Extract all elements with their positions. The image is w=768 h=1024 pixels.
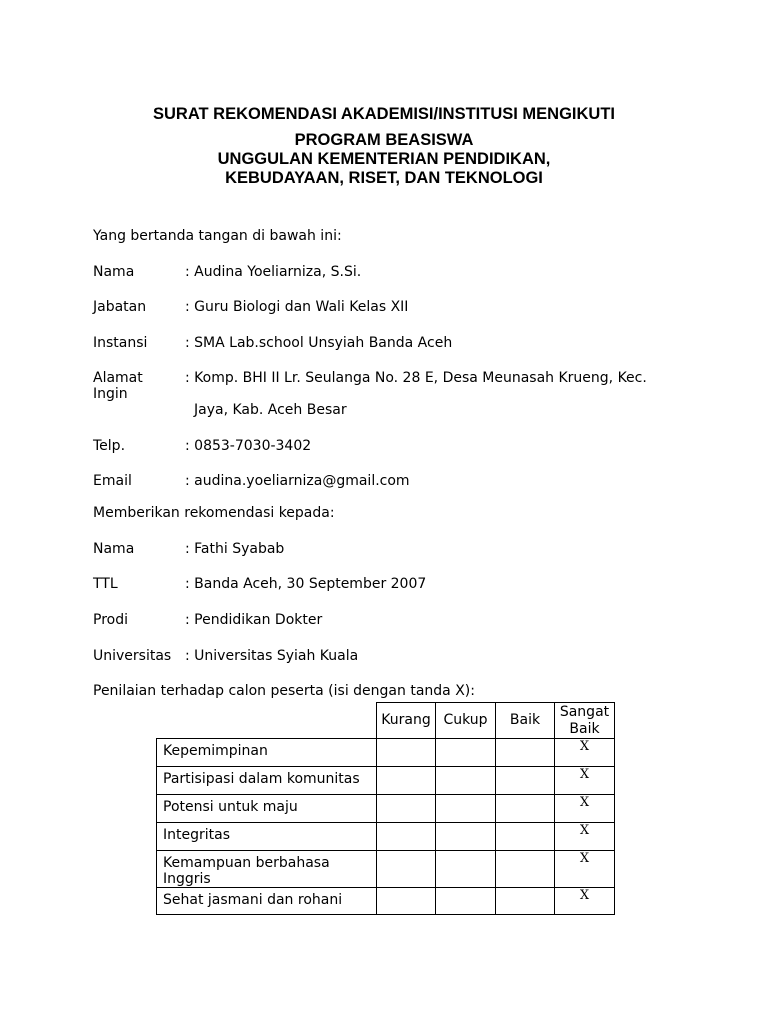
column-header-kurang: Kurang — [377, 703, 436, 739]
criterion-cell: Partisipasi dalam komunitas — [157, 767, 377, 795]
mark-cell-baik — [496, 795, 555, 823]
candidate-ttl-value: : Banda Aceh, 30 September 2007 — [185, 576, 427, 592]
signer-jabatan-label: Jabatan — [93, 299, 147, 315]
mark-cell-sangat-baik: X — [555, 767, 615, 795]
mark-cell-kurang — [377, 851, 436, 888]
candidate-universitas-value: : Universitas Syiah Kuala — [185, 648, 359, 664]
signer-telp-label: Telp. — [93, 438, 126, 454]
intro-text: Yang bertanda tangan di bawah ini: — [93, 228, 342, 244]
signer-jabatan-value: : Guru Biologi dan Wali Kelas XII — [185, 299, 409, 315]
signer-alamat-label: Alamat — [93, 370, 143, 386]
recommend-intro-text: Memberikan rekomendasi kepada: — [93, 505, 335, 521]
criterion-cell: Integritas — [157, 823, 377, 851]
candidate-nama-value: : Fathi Syabab — [185, 541, 285, 557]
assessment-header-row — [157, 703, 615, 739]
mark-cell-sangat-baik: X — [555, 888, 615, 915]
table-row — [157, 823, 615, 851]
column-header-cukup: Cukup — [436, 703, 496, 739]
candidate-prodi-value: : Pendidikan Dokter — [185, 612, 323, 628]
criterion-cell: Kemampuan berbahasa Inggris — [157, 851, 377, 888]
table-row — [157, 739, 615, 767]
signer-telp-value: : 0853-7030-3402 — [185, 438, 312, 454]
document-title-line-2: PROGRAM BEASISWA — [294, 131, 474, 149]
mark-cell-cukup — [436, 739, 496, 767]
header-blank-cell — [157, 703, 377, 739]
mark-cell-baik — [496, 767, 555, 795]
mark-cell-cukup — [436, 888, 496, 915]
signer-nama-label: Nama — [93, 264, 135, 280]
mark-cell-kurang — [377, 795, 436, 823]
mark-cell-baik — [496, 851, 555, 888]
signer-email-label: Email — [93, 473, 132, 489]
candidate-nama-label: Nama — [93, 541, 135, 557]
mark-cell-kurang — [377, 888, 436, 915]
mark-cell-cukup — [436, 767, 496, 795]
mark-cell-sangat-baik: X — [555, 795, 615, 823]
mark-cell-kurang — [377, 739, 436, 767]
criterion-cell: Kepemimpinan — [157, 739, 377, 767]
mark-cell-cukup — [436, 823, 496, 851]
mark-cell-cukup — [436, 795, 496, 823]
criterion-cell: Sehat jasmani dan rohani — [157, 888, 377, 915]
mark-cell-kurang — [377, 767, 436, 795]
mark-cell-sangat-baik: X — [555, 851, 615, 888]
candidate-prodi-label: Prodi — [93, 612, 128, 628]
table-row — [157, 795, 615, 823]
signer-nama-value: : Audina Yoeliarniza, S.Si. — [185, 264, 362, 280]
signer-alamat-value: : Komp. BHI II Lr. Seulanga No. 28 E, Desa Meunasah Krueng, Kec. — [185, 370, 647, 386]
assessment-table — [156, 702, 615, 915]
signer-alamat-label-2: Ingin — [93, 386, 128, 402]
mark-cell-baik — [496, 888, 555, 915]
mark-cell-sangat-baik: X — [555, 823, 615, 851]
document-title-line-3: UNGGULAN KEMENTERIAN PENDIDIKAN, — [217, 150, 551, 168]
signer-alamat-value-2: Jaya, Kab. Aceh Besar — [194, 402, 347, 418]
mark-cell-kurang — [377, 823, 436, 851]
mark-cell-sangat-baik: X — [555, 739, 615, 767]
table-row — [157, 888, 615, 915]
candidate-universitas-label: Universitas — [93, 648, 172, 664]
document-title-line-1: SURAT REKOMENDASI AKADEMISI/INSTITUSI MENGIKUTI — [152, 105, 615, 123]
column-header-baik: Baik — [496, 703, 555, 739]
candidate-ttl-label: TTL — [93, 576, 118, 592]
table-row — [157, 767, 615, 795]
assessment-intro-text: Penilaian terhadap calon peserta (isi dengan tanda X): — [93, 683, 475, 699]
signer-instansi-label: Instansi — [93, 335, 148, 351]
criterion-cell: Potensi untuk maju — [157, 795, 377, 823]
mark-cell-cukup — [436, 851, 496, 888]
table-row — [157, 851, 615, 888]
mark-cell-baik — [496, 739, 555, 767]
signer-instansi-value: : SMA Lab.school Unsyiah Banda Aceh — [185, 335, 453, 351]
mark-cell-baik — [496, 823, 555, 851]
signer-email-value: : audina.yoeliarniza@gmail.com — [185, 473, 410, 489]
document-title-line-4: KEBUDAYAAN, RISET, DAN TEKNOLOGI — [225, 169, 543, 187]
column-header-sangat-baik: Sangat Baik — [555, 703, 615, 739]
